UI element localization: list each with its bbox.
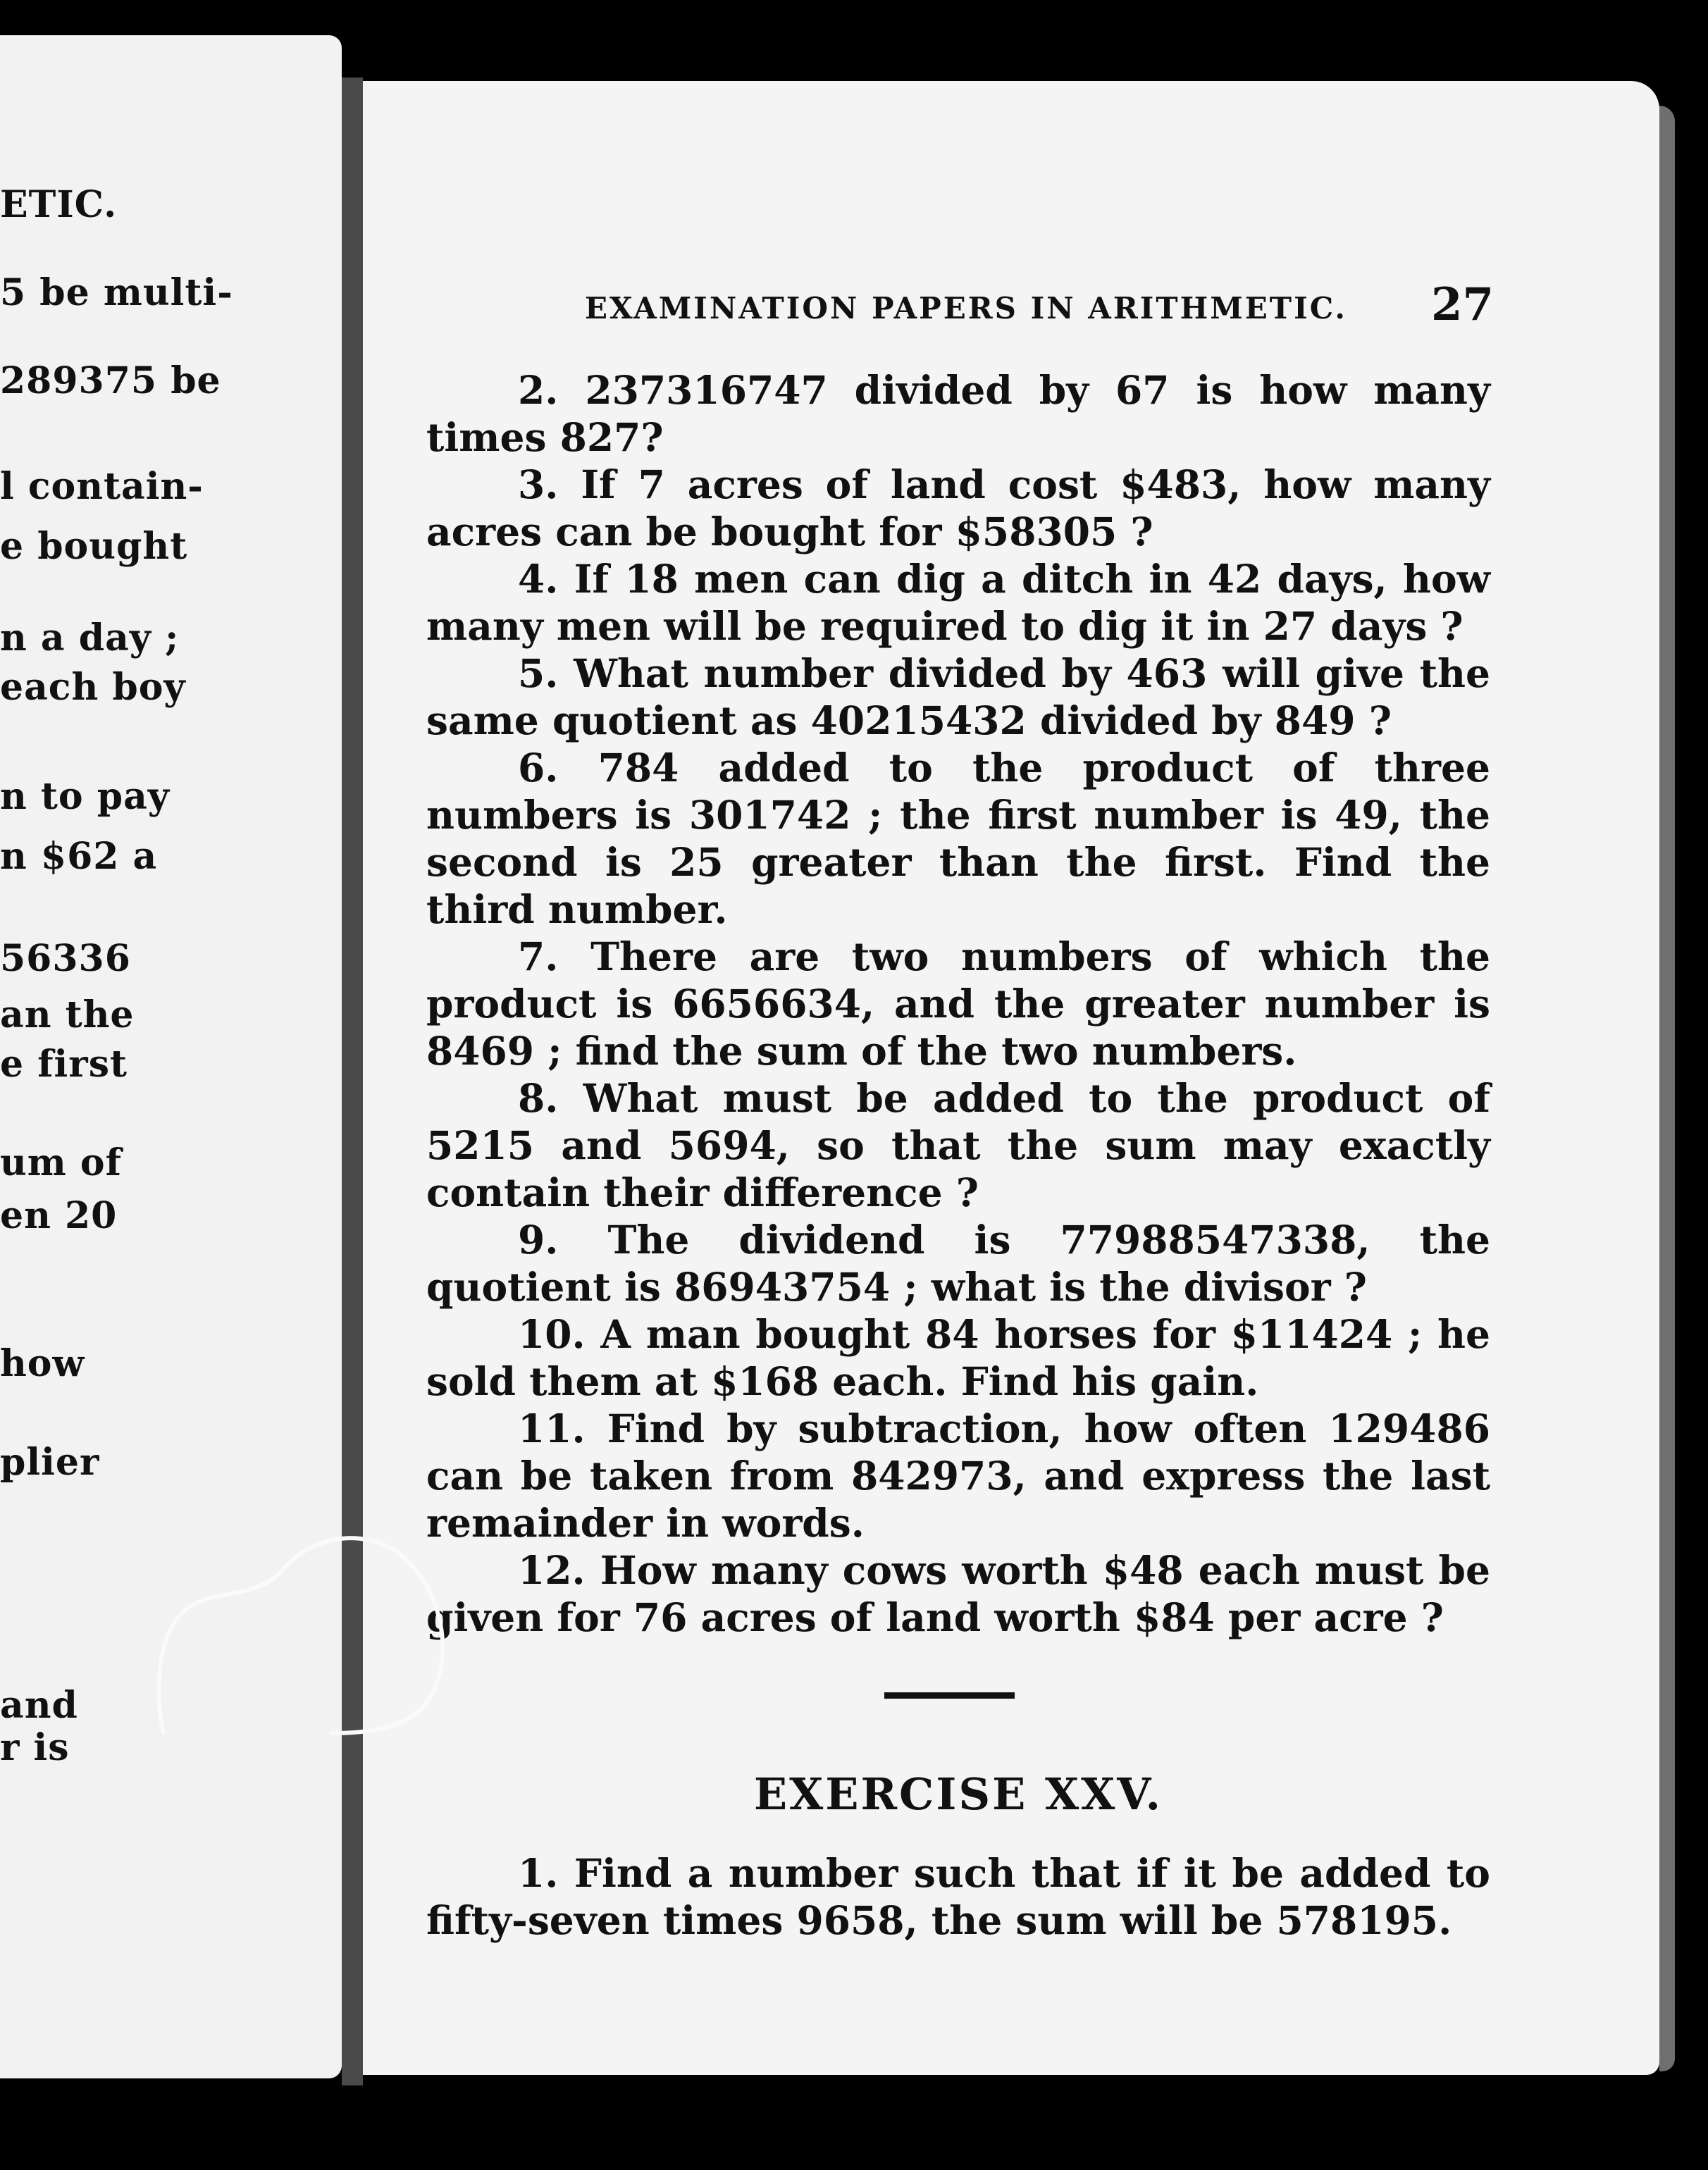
question-text: The dividend is 77988547338, the quotient is 86943754 ; what is the divisor ? bbox=[426, 1217, 1490, 1310]
question bbox=[426, 933, 1490, 1074]
previous-page-text: n to pay bbox=[0, 775, 170, 818]
previous-page-text: l contain- bbox=[0, 465, 204, 508]
question bbox=[426, 1216, 1490, 1310]
question-number: 4. bbox=[518, 556, 559, 602]
question-text: If 18 men can dig a ditch in 42 days, how many men will be required to dig it in 27 days ? bbox=[426, 556, 1490, 649]
page-number: 27 bbox=[1430, 278, 1494, 331]
book-gutter bbox=[342, 78, 363, 2085]
question-text: Find a number such that if it be added to fifty-seven times 9658, the sum will be 578195. bbox=[426, 1850, 1490, 1943]
question bbox=[426, 555, 1490, 650]
question-number: 5. bbox=[518, 650, 559, 696]
question bbox=[426, 1546, 1490, 1641]
question-text: 237316747 divided by 67 is how many times 827? bbox=[426, 367, 1490, 460]
question bbox=[426, 1074, 1490, 1216]
question-text: What must be added to the product of 5215 and 5694, so that the sum may exactly contain their difference ? bbox=[426, 1075, 1490, 1215]
question-number: 9. bbox=[518, 1217, 559, 1263]
question-list bbox=[426, 366, 1490, 1641]
question-number: 7. bbox=[518, 934, 559, 979]
question-text: Find by subtraction, how often 129486 can be taken from 842973, and express the last remainder in words. bbox=[426, 1406, 1490, 1546]
running-head: EXAMINATION PAPERS IN ARITHMETIC. bbox=[585, 291, 1348, 326]
pencil-mark bbox=[148, 1522, 472, 1747]
page-edge bbox=[1659, 106, 1675, 2071]
question-number: 11. bbox=[518, 1406, 586, 1451]
previous-page-text: an the bbox=[0, 993, 135, 1036]
question-text: A man bought 84 horses for $11424 ; he sold them at $168 each. Find his gain. bbox=[426, 1311, 1490, 1404]
section-divider bbox=[884, 1692, 1015, 1699]
question-number: 8. bbox=[518, 1075, 559, 1121]
question bbox=[426, 650, 1490, 744]
question-number: 6. bbox=[518, 745, 559, 790]
previous-page-text: r is bbox=[0, 1726, 70, 1769]
question-number: 10. bbox=[518, 1311, 586, 1357]
question-text: If 7 acres of land cost $483, how many acres can be bought for $58305 ? bbox=[426, 461, 1490, 554]
previous-page-fragment bbox=[0, 35, 342, 2078]
previous-page-text: en 20 bbox=[0, 1194, 118, 1237]
question bbox=[426, 744, 1490, 933]
previous-page-text: ETIC. bbox=[0, 183, 118, 226]
previous-page-text: 289375 be bbox=[0, 359, 221, 402]
previous-page-text: um of bbox=[0, 1141, 122, 1184]
question bbox=[426, 1849, 1490, 1944]
previous-page-text: 56336 bbox=[0, 937, 131, 980]
previous-page-text: n $62 a bbox=[0, 835, 158, 878]
previous-page-text: plier bbox=[0, 1441, 100, 1484]
question-number: 1. bbox=[518, 1850, 559, 1896]
previous-page-text: e bought bbox=[0, 525, 188, 568]
previous-page-text: n a day ; bbox=[0, 616, 180, 659]
question-text: What number divided by 463 will give the same quotient as 40215432 divided by 849 ? bbox=[426, 650, 1490, 743]
previous-page-text: 5 be multi- bbox=[0, 271, 233, 314]
question bbox=[426, 461, 1490, 555]
question bbox=[426, 1310, 1490, 1405]
previous-page-text: e first bbox=[0, 1043, 128, 1086]
exercise-question-list bbox=[426, 1849, 1490, 1944]
question bbox=[426, 1405, 1490, 1546]
question-text: There are two numbers of which the product is 6656634, and the greater number is 8469 ; find the sum of the two numbers. bbox=[426, 934, 1490, 1074]
question bbox=[426, 366, 1490, 461]
question-number: 3. bbox=[518, 461, 559, 507]
exercise-title: EXERCISE XXV. bbox=[753, 1768, 1163, 1820]
previous-page-text: and bbox=[0, 1684, 78, 1727]
question-number: 2. bbox=[518, 367, 559, 413]
page-header bbox=[585, 278, 1494, 335]
previous-page-text: each boy bbox=[0, 666, 186, 709]
previous-page-text: how bbox=[0, 1342, 85, 1385]
question-text: How many cows worth $48 each must be given for 76 acres of land worth $84 per acre ? bbox=[426, 1547, 1490, 1640]
question-number: 12. bbox=[518, 1547, 586, 1593]
question-text: 784 added to the product of three numbers is 301742 ; the first number is 49, the second is 25 greater than the first. Find the third number. bbox=[426, 745, 1490, 932]
